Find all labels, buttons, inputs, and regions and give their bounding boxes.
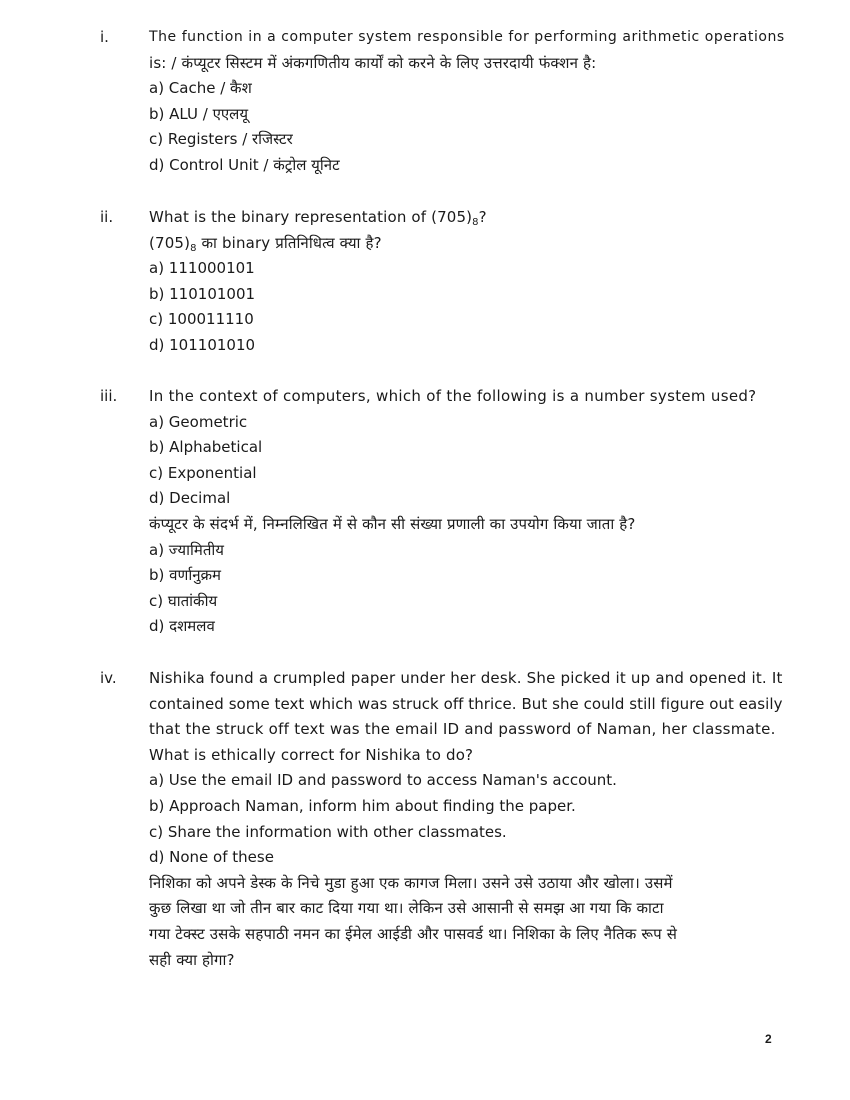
- question-stem-hi: [149, 231, 777, 257]
- option-c: c) Registers / रजिस्टर: [149, 130, 293, 149]
- question-number: iv.: [100, 669, 117, 687]
- page-number: 2: [765, 1032, 772, 1046]
- option-b: b) ALU / एएलयू: [149, 104, 249, 123]
- question-body: [149, 25, 785, 179]
- question-number: ii.: [100, 208, 114, 226]
- question-stem-hi-line-3: गया टेक्स्ट उसके सहपाठी नमन का ईमेल आईडी और पासवर्ड था। निशिका के लिए नैतिक रूप से: [149, 924, 678, 943]
- stem-text: (705): [149, 233, 191, 252]
- question-number: iii.: [100, 387, 118, 405]
- option-c: c) Share the information with other classmates.: [149, 822, 507, 841]
- stem-text-end: ?: [478, 208, 487, 226]
- option-b-en: b) Alphabetical: [149, 438, 263, 457]
- option-c-hi: c) घातांकीय: [149, 591, 218, 610]
- question-stem-en-line-3: that the struck off text was the email ID and password of Naman, her classmate.: [149, 720, 776, 739]
- question-stem-hi: कंप्यूटर के संदर्भ में, निम्नलिखित में से कौन सी संख्या प्रणाली का उपयोग किया जाता है?: [149, 514, 636, 533]
- option-a-hi: a) ज्यामितीय: [149, 540, 224, 559]
- question-body: [149, 205, 777, 359]
- question-body: [149, 666, 783, 973]
- option-a: a) Use the email ID and password to access Naman's account.: [149, 771, 617, 790]
- question-stem-en: The function in a computer system responsible for performing arithmetic operations: [149, 29, 785, 45]
- question-stem-en-line-4: What is ethically correct for Nishika to do?: [149, 745, 474, 764]
- question-stem-en-line-2: contained some text which was struck off thrice. But she could still figure out easily: [149, 694, 783, 713]
- option-b: b) 110101001: [149, 284, 256, 303]
- option-d: d) 101101010: [149, 335, 256, 354]
- question-stem-hi-line-4: सही क्या होगा?: [149, 950, 235, 969]
- option-a: a) Cache / कैश: [149, 79, 252, 98]
- option-d-hi: d) दशमलव: [149, 617, 215, 636]
- option-d: d) None of these: [149, 848, 274, 867]
- option-c: c) 100011110: [149, 310, 254, 329]
- question-stem-en: In the context of computers, which of the following is a number system used?: [149, 387, 757, 405]
- option-a: a) 111000101: [149, 259, 255, 278]
- stem-text-end: का binary प्रतिनिधित्व क्या है?: [196, 233, 382, 252]
- base-subscript: 8: [472, 217, 479, 228]
- stem-text: What is the binary representation of (705): [149, 208, 473, 226]
- question-stem-hi-line-2: कुछ लिखा था जो तीन बार काट दिया गया था। लेकिन उसे आसानी से समझ आ गया कि काटा: [149, 899, 664, 918]
- option-c-en: c) Exponential: [149, 463, 257, 482]
- option-d: d) Control Unit / कंट्रोल यूनिट: [149, 155, 340, 174]
- question-stem-en-line-1: Nishika found a crumpled paper under her desk. She picked it up and opened it. It: [149, 669, 783, 687]
- question-stem-en: [149, 205, 777, 231]
- option-b-hi: b) वर्णानुक्रम: [149, 566, 222, 585]
- option-a-en: a) Geometric: [149, 412, 248, 431]
- question-stem-hi: is: / कंप्यूटर सिस्टम में अंकगणितीय कार्यों को करने के लिए उत्तरदायी फंक्शन है:: [149, 53, 597, 72]
- option-d-en: d) Decimal: [149, 489, 231, 508]
- question-stem-hi-line-1: निशिका को अपने डेस्क के निचे मुडा हुआ एक कागज मिला। उसने उसे उठाया और खोला। उसमें: [149, 873, 673, 892]
- question-number: i.: [100, 28, 109, 46]
- option-b: b) Approach Naman, inform him about finding the paper.: [149, 796, 576, 815]
- question-body: [149, 384, 777, 640]
- base-subscript: 8: [190, 242, 197, 254]
